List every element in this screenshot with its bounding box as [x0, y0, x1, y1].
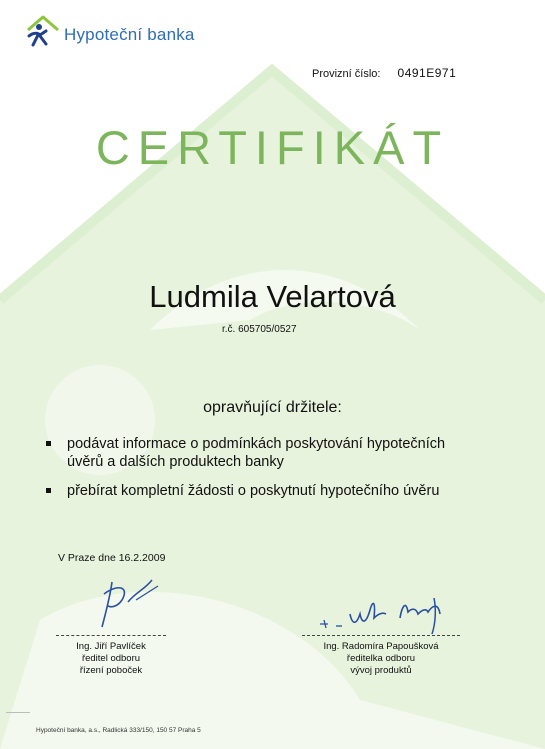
holder-name: Ludmila Velartová [149, 279, 396, 314]
certificate-title: CERTIFIKÁT [95, 121, 450, 174]
signatory-role: řízení poboček [79, 665, 143, 676]
signature-line [56, 635, 166, 636]
house-person-logo-icon [24, 14, 62, 48]
corner-mark [6, 712, 30, 713]
permission-line: podávat informace o podmínkách poskytování hypotečních [67, 436, 446, 452]
place-date: V Praze dne 16.2.2009 [58, 552, 166, 564]
signatory-role: ředitel odboru [81, 653, 141, 664]
bullet-icon [46, 488, 51, 493]
signatory-name: Ing. Radomíra Papoušková [323, 641, 439, 652]
signatory-role: ředitelka odboru [346, 653, 416, 664]
provisional-label: Provizní číslo: [312, 68, 381, 80]
signature-left [92, 572, 172, 632]
footer-address: Hypoteční banka, a.s., Radlická 333/150, 150 57 Praha 5 [36, 727, 201, 734]
permission-item [46, 435, 445, 471]
signature-right [316, 588, 466, 640]
signatory-name: Ing. Jiří Pavlíček [76, 641, 146, 652]
signatory-role: vývoj produktů [350, 665, 412, 676]
logo-text: Hypoteční banka [64, 25, 195, 44]
provisional-number: 0491E971 [397, 66, 457, 80]
birth-number: r.č. 605705/0527 [222, 324, 297, 335]
bullet-icon [46, 441, 51, 446]
permission-line: přebírat kompletní žádosti o poskytnutí hypotečního úvěru [67, 483, 440, 499]
signature-line [302, 635, 460, 636]
signatory-left [56, 641, 166, 677]
bank-logo [24, 14, 195, 48]
permission-line: úvěrů a dalších produktech banky [67, 454, 284, 470]
authorization-heading: opravňující držitele: [203, 399, 342, 416]
provisional-number-row [312, 66, 456, 80]
permission-item [46, 482, 439, 500]
signatory-right [302, 641, 460, 677]
